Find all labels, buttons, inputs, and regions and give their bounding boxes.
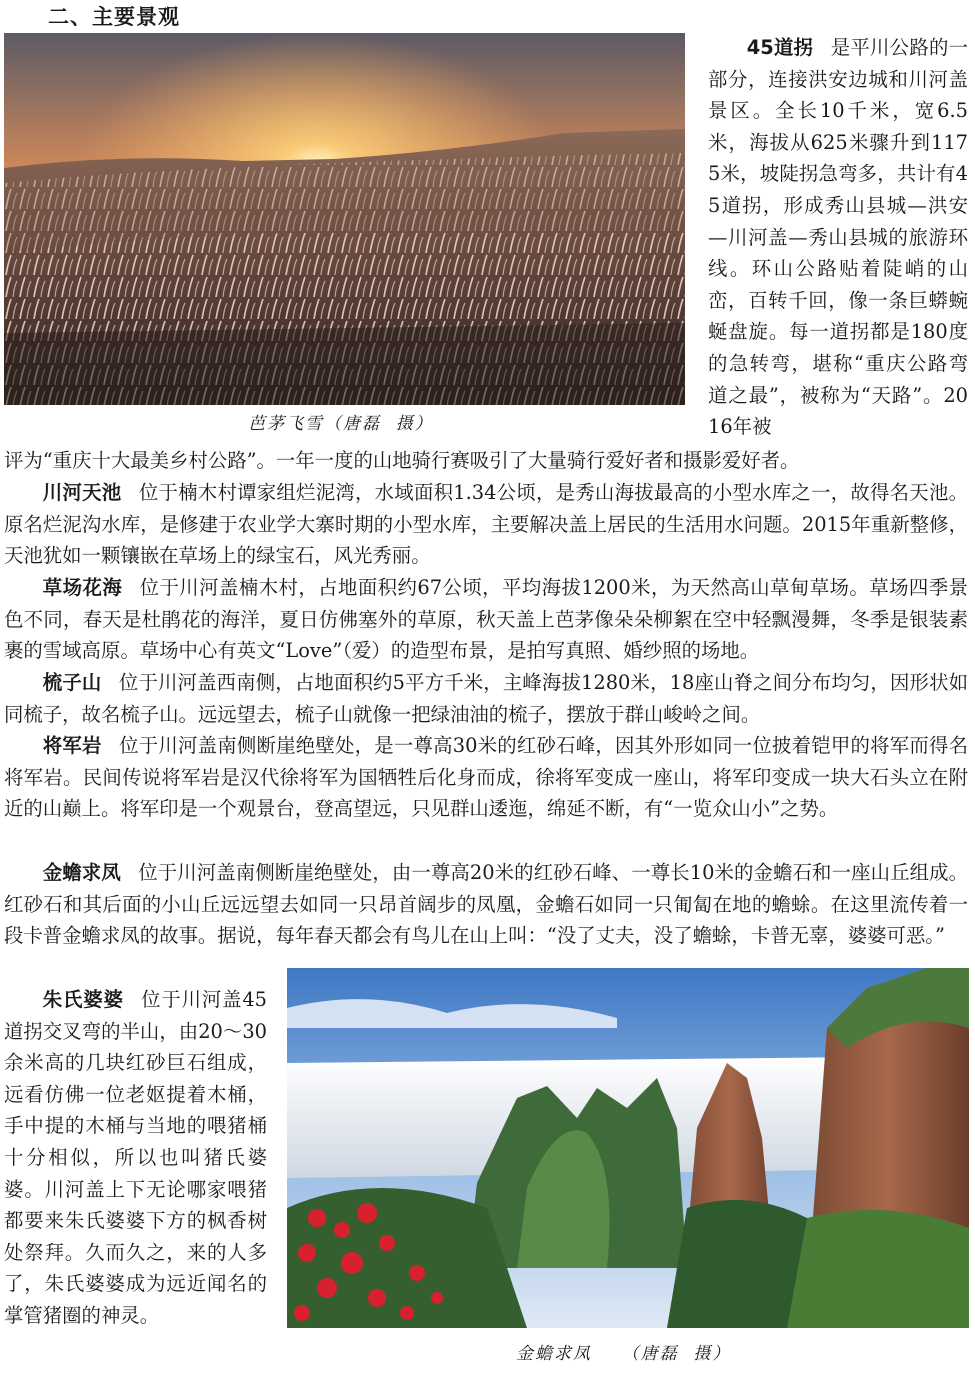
attraction-comb-mountain: [4, 667, 968, 730]
attraction-45-bends-continued: 评为“重庆十大最美乡村公路”。一年一度的山地骑行赛吸引了大量骑行爱好者和摄影爱好者。: [4, 449, 800, 472]
attraction-text: 位于川河盖45道拐交叉弯的半山，由20～30余米高的几块红砂巨石组成，远看仿佛一位老妪提着木桶，手中提的木桶与当地的喂猪桶十分相似，所以也叫猪氏婆婆。川河盖上下无论哪家喂猪都要来朱氏婆婆下方的枫香树处祭拜。久而久之，来的人多了，朱氏婆婆成为远近闻名的掌管猪圈的神灵。: [4, 988, 267, 1327]
attraction-flower-meadow: [4, 572, 968, 667]
attraction-text: 位于川河盖楠木村，占地面积约67公顷，平均海拔1200米，为天然高山草甸草场。草场四季景色不同，春天是杜鹃花的海洋，夏日仿佛塞外的草原，秋天盖上芭茅像朵朵柳絮在空中轻飘漫舞，冬季是银装素裹的雪域高原。草场中心有英文“Love”（爱）的造型布景，是拍写真照、婚纱照的场地。: [4, 576, 968, 663]
attraction-text: 是平川公路的一部分，连接洪安边城和川河盖景区。全长10千米，宽6.5米，海拔从625米骤升到1175米，坡陡拐急弯多，共计有45道拐，形成秀山县城—洪安—川河盖—秀山县城的旅游环线。环山公路贴着陡峭的山峦，百转千回，像一条巨蟒蜿蜒盘旋。每一道拐都是180度的急转弯，堪称“重庆公路弯道之最”，被称为“天路”。2016年被: [708, 36, 968, 439]
attraction-name: 45道拐: [746, 36, 814, 59]
attraction-general-rock: [4, 730, 968, 825]
attraction-toad-phoenix: [4, 857, 968, 952]
attraction-name: 川河天池: [42, 481, 122, 504]
attraction-sky-pool: [4, 477, 968, 572]
attraction-text: 位于楠木村谭家组烂泥湾，水域面积1.34公顷，是秀山海拔最高的小型水库之一，故得名天池。原名烂泥沟水库，是修建于农业学大寨时期的小型水库，主要解决盖上居民的生活用水问题。2015年重新整修，天池犹如一颗镶嵌在草场上的绿宝石，风光秀丽。: [4, 481, 968, 568]
section-title: 二、主要景观: [48, 5, 180, 29]
attraction-name: 草场花海: [42, 576, 123, 599]
attraction-name: 金蟾求凤: [42, 861, 121, 884]
attraction-text: 位于川河盖南侧断崖绝壁处，是一尊高30米的红砂石峰，因其外形如同一位披着铠甲的将军而得名将军岩。民间传说将军岩是汉代徐将军为国牺牲后化身而成，徐将军变成一座山，将军印变成一块大石头立在附近的山巅上。将军印是一个观景台，登高望远，只见群山逶迤，绵延不断，有“一览众山小”之势。: [4, 734, 969, 821]
cloud-sea-cliffs-photo: [287, 968, 969, 1328]
reed-field-photo: [4, 33, 685, 405]
peaks-photo-caption: 金蟾求凤 （唐磊 摄）: [516, 1344, 732, 1364]
reed-photo-caption: 芭茅飞雪（唐磊 摄）: [248, 414, 434, 434]
attraction-name: 将军岩: [42, 734, 102, 757]
attraction-name: 朱氏婆婆: [42, 988, 124, 1011]
attraction-text: 位于川河盖南侧断崖绝壁处，由一尊高20米的红砂石峰、一尊长10米的金蟾石和一座山丘组成。红砂石和其后面的小山丘远远望去如同一只昂首阔步的凤凰，金蟾石如同一只匍匐在地的蟾蜍。在这里流传着一段卡普金蟾求凤的故事。据说，每年春天都会有鸟儿在山上叫：“没了丈夫，没了蟾蜍，卡普无辜，婆婆可恶。”: [4, 861, 968, 948]
attraction-text: 位于川河盖西南侧，占地面积约5平方千米，主峰海拔1280米，18座山脊之间分布均匀，因形状如同梳子，故名梳子山。远远望去，梳子山就像一把绿油油的梳子，摆放于群山峻岭之间。: [4, 671, 969, 726]
attraction-name: 梳子山: [42, 671, 102, 694]
attraction-granny-zhu: [4, 984, 267, 1332]
attraction-45-bends: [708, 32, 968, 443]
